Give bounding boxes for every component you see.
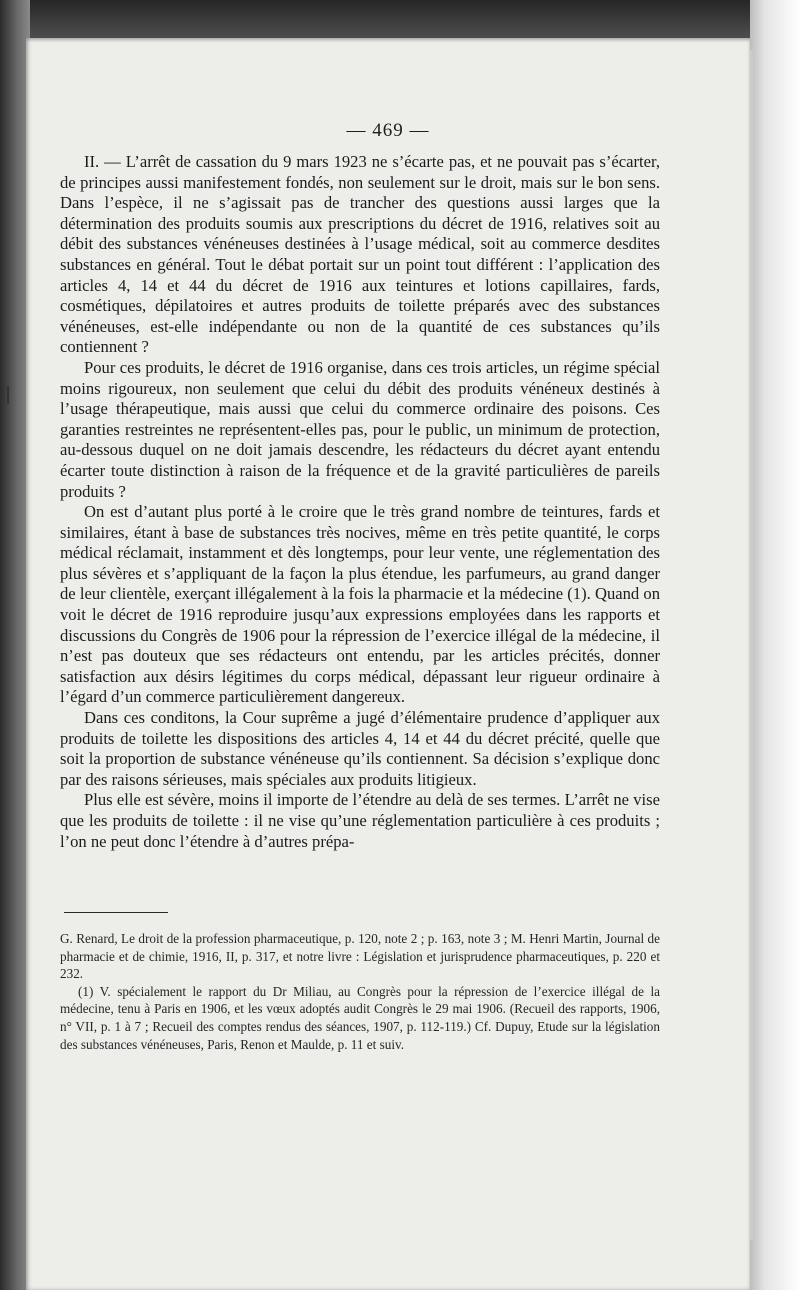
paragraph: On est d’autant plus porté à le croire que le très grand nombre de teintures, fards et similaires, étant à base de substances très nocives, même en très petite quantité, le corps médical réclamait, instamment et dès longtemps, pour leur vente, une réglementation des plus sévères et s’appliquant de la façon la plus étendue, les parfumeurs, au grand danger de leur clientèle, exerçant illégalement à la fois la pharmacie et la médecine (1). Quand on voit le décret de 1916 reproduire jusqu’aux expressions employées dans les rapports et discussions du Congrès de 1906 pour la répression de l’exercice illégal de la médecine, il n’est pas douteux que ses rédacteurs ont entendu, par les articles précités, donner satisfaction aux désirs légitimes du corps médical, dépassant leur rigueur ordinaire à l’égard d’un commerce particulièrement dangereux.	[60, 502, 660, 707]
scan-background-right	[750, 0, 800, 1290]
margin-mark	[7, 386, 9, 404]
paragraph: Plus elle est sévère, moins il importe de l’étendre au delà de ses termes. L’arrêt ne vise que les produits de toilette : il ne vise qu’une réglementation particulière à ces produits ; l’on ne peut donc l’étendre à d’autres prépa-	[60, 790, 660, 851]
paragraph: Dans ces conditons, la Cour suprême a jugé d’élémentaire prudence d’appliquer aux produits de toilette les dispositions des articles 4, 14 et 44 du décret précité, quelle que soit la proportion de substance vénéneuse qu’ils contiennent. Sa décision s’explique donc par des raisons sérieuses, mais spéciales aux produits litigieux.	[60, 708, 660, 789]
footnote-continued: G. Renard, Le droit de la profession pharmaceutique, p. 120, note 2 ; p. 163, note 3 ; M. Henri Martin, Journal de pharmacie et de chimie, 1916, II, p. 317, et notre livre : Législation et jurisprudence pharmaceutiques, p. 220 et 232.	[60, 931, 660, 982]
footnotes	[60, 930, 660, 1053]
body-text	[60, 152, 660, 852]
page-number: — 469 —	[346, 120, 430, 141]
paragraph: II. — L’arrêt de cassation du 9 mars 1923 ne s’écarte pas, et ne pouvait pas s’écarter, de principes aussi manifestement fondés, non seulement sur le droit, mais sur le bon sens. Dans l’espèce, il ne s’agissait pas de trancher des questions aussi larges que la détermination des produits soumis aux prescriptions du décret de 1916, relatives soit au débit des substances vénéneuses destinées à l’usage médical, soit au commerce desdites substances en général. Tout le débat portait sur un point tout différent : l’application des articles 4, 14 et 44 du décret de 1916 aux teintures et lotions capillaires, fards, cosmétiques, dépilatoires et autres produits de toilette préparés avec des substances vénéneuses, est-elle indépendante ou non de la quantité de ces substances qu’ils contiennent ?	[60, 152, 660, 357]
paragraph: Pour ces produits, le décret de 1916 organise, dans ces trois articles, un régime spécial moins rigoureux, non seulement que celui du débit des produits vénéneux destinés à l’usage thérapeutique, mais aussi que celui du commerce ordinaire des poisons. Ces garanties restreintes ne représentent-elles pas, pour le public, un minimum de protection, au-dessous duquel on ne doit jamais descendre, les rédacteurs du décret ayant entendu écarter toute distinction à raison de la fréquence et de la gravité particulières de pareils produits ?	[60, 357, 660, 501]
footnote-1: (1) V. spécialement le rapport du Dr Miliau, au Congrès pour la répression de l’exercice illégal de la médecine, tenu à Paris en 1906, et les vœux adoptés audit Congrès le 29 mai 1906. (Recueil des rapports, 1906, n° VII, p. 1 à 7 ; Recueil des comptes rendus des séances, 1907, p. 112-119.) Cf. Dupuy, Etude sur la législation des substances vénéneuses, Paris, Renon et Maulde, p. 11 et suiv.	[60, 983, 660, 1052]
scan-background-top	[0, 0, 800, 40]
document-page	[26, 38, 750, 1290]
footnote-separator	[64, 912, 168, 913]
